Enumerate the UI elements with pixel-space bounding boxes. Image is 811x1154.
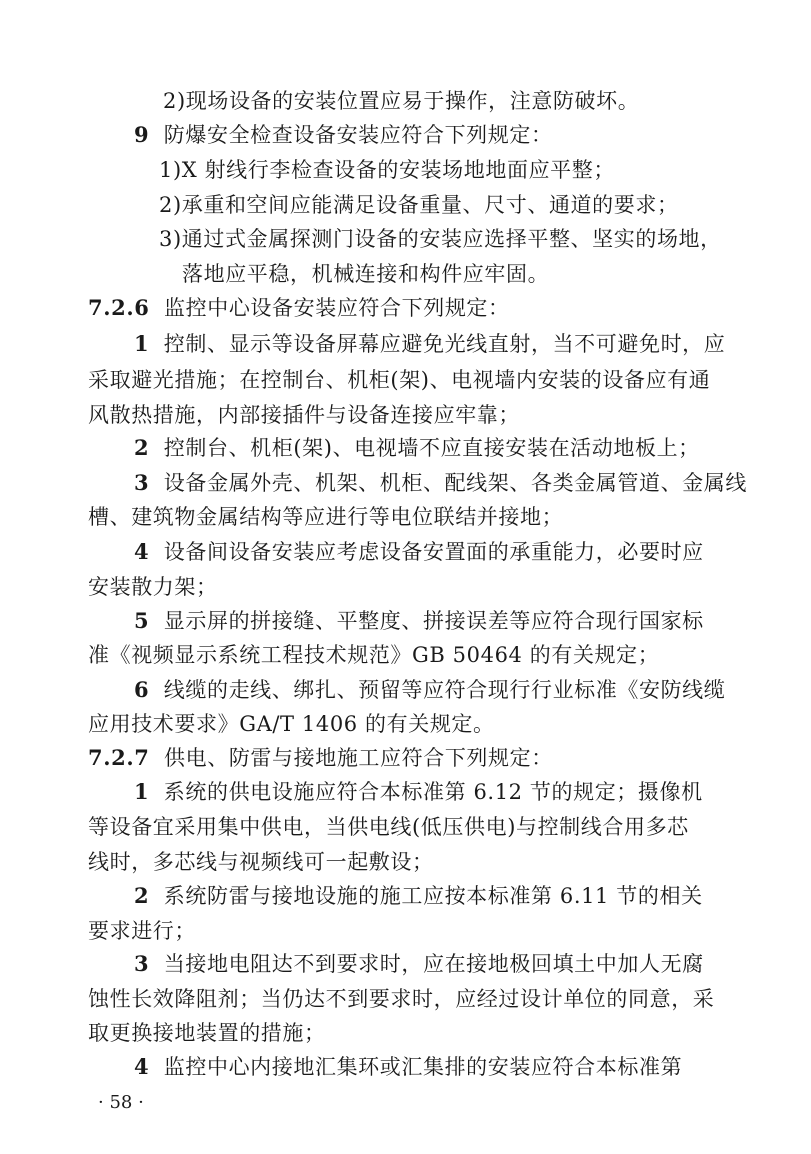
text-line <box>182 260 549 288</box>
text-line <box>88 744 553 772</box>
text-line <box>134 434 700 462</box>
line-text: 线缆的走线、绑扎、预留等应符合现行行业标准《安防线缆 <box>163 678 726 702</box>
item-number: 2 <box>134 883 150 908</box>
line-text: 3)通过式金属探测门设备的安装应选择平整、坚实的场地， <box>159 227 722 251</box>
line-text: 设备金属外壳、机架、机柜、配线架、各类金属管道、金属线 <box>163 471 747 495</box>
text-line <box>88 401 520 429</box>
text-line <box>134 676 725 704</box>
line-text: 槽、建筑物金属结构等应进行等电位联结并接地； <box>88 505 564 529</box>
line-text: 应用技术要求》GA/T 1406 的有关规定。 <box>88 712 495 736</box>
text-line <box>88 813 689 841</box>
line-text: 要求进行； <box>88 919 196 943</box>
line-text: 等设备宜采用集中供电，当供电线(低压供电)与控制线合用多芯 <box>88 815 689 839</box>
line-text: 采取避光措施；在控制台、机柜(架)、电视墙内安装的设备应有通 <box>88 368 711 392</box>
item-number: 1 <box>134 779 150 804</box>
line-text: 安装散力架； <box>88 575 218 599</box>
text-line <box>134 607 704 635</box>
line-text: 防爆安全检查设备安装应符合下列规定： <box>163 123 553 147</box>
item-number: 4 <box>134 1054 150 1079</box>
section-number: 7.2.6 <box>88 295 150 320</box>
item-number: 2 <box>134 435 150 460</box>
line-text: 落地应平稳，机械连接和构件应牢固。 <box>182 262 550 286</box>
line-text: 风散热措施，内部接插件与设备连接应牢靠； <box>88 403 520 427</box>
line-text: 取更换接地装置的措施； <box>88 1021 326 1045</box>
text-line <box>159 156 615 184</box>
text-line <box>159 225 722 253</box>
text-line <box>159 191 679 219</box>
item-number: 4 <box>134 539 150 564</box>
text-line <box>88 503 563 531</box>
text-line <box>134 778 703 806</box>
text-line <box>88 1019 326 1047</box>
text-line <box>163 87 639 115</box>
text-line <box>88 294 510 322</box>
item-number: 6 <box>134 677 150 702</box>
line-text: 2)承重和空间应能满足设备重量、尺寸、通道的要求； <box>159 193 679 217</box>
line-text: 蚀性长效降阻剂；当仍达不到要求时，应经过设计单位的同意，采 <box>88 987 715 1011</box>
page-number: · 58 · <box>98 1092 144 1113</box>
line-text: 1)X 射线行李检查设备的安装场地地面应平整； <box>159 158 615 182</box>
text-line <box>134 882 703 910</box>
line-text: 系统的供电设施应符合本标准第 6.12 节的规定；摄像机 <box>163 780 703 804</box>
text-line <box>88 641 659 669</box>
section-number: 7.2.7 <box>88 745 150 770</box>
item-number: 3 <box>134 951 150 976</box>
line-text: 2)现场设备的安装位置应易于操作，注意防破坏。 <box>163 89 640 113</box>
text-line <box>134 538 704 566</box>
line-text: 控制、显示等设备屏幕应避免光线直射，当不可避免时，应 <box>163 332 726 356</box>
text-line <box>134 330 725 358</box>
line-text: 监控中心内接地汇集环或汇集排的安装应符合本标准第 <box>163 1055 683 1079</box>
line-text: 当接地电阻达不到要求时，应在接地极回填土中加人无腐 <box>163 952 704 976</box>
text-line <box>88 710 495 738</box>
text-line <box>88 917 196 945</box>
text-line <box>88 985 714 1013</box>
text-line <box>134 121 553 149</box>
text-line <box>88 366 710 394</box>
line-text: 准《视频显示系统工程技术规范》GB 50464 的有关规定； <box>88 643 660 667</box>
text-line <box>88 573 218 601</box>
line-text: 线时，多芯线与视频线可一起敷设； <box>88 850 434 874</box>
line-text: 设备间设备安装应考虑设备安置面的承重能力，必要时应 <box>163 540 704 564</box>
line-text: 监控中心设备安装应符合下列规定： <box>164 296 510 320</box>
text-line <box>134 1053 682 1081</box>
item-number: 1 <box>134 331 150 356</box>
text-line <box>88 848 434 876</box>
text-line <box>134 469 747 497</box>
item-number: 5 <box>134 608 150 633</box>
line-text: 显示屏的拼接缝、平整度、拼接误差等应符合现行国家标 <box>163 609 704 633</box>
item-number: 9 <box>134 122 150 147</box>
line-text: 系统防雷与接地设施的施工应按本标准第 6.11 节的相关 <box>163 884 703 908</box>
item-number: 3 <box>134 470 150 495</box>
line-text: 控制台、机柜(架)、电视墙不应直接安装在活动地板上； <box>163 436 700 460</box>
text-line <box>134 950 704 978</box>
line-text: 供电、防雷与接地施工应符合下列规定： <box>164 746 553 770</box>
